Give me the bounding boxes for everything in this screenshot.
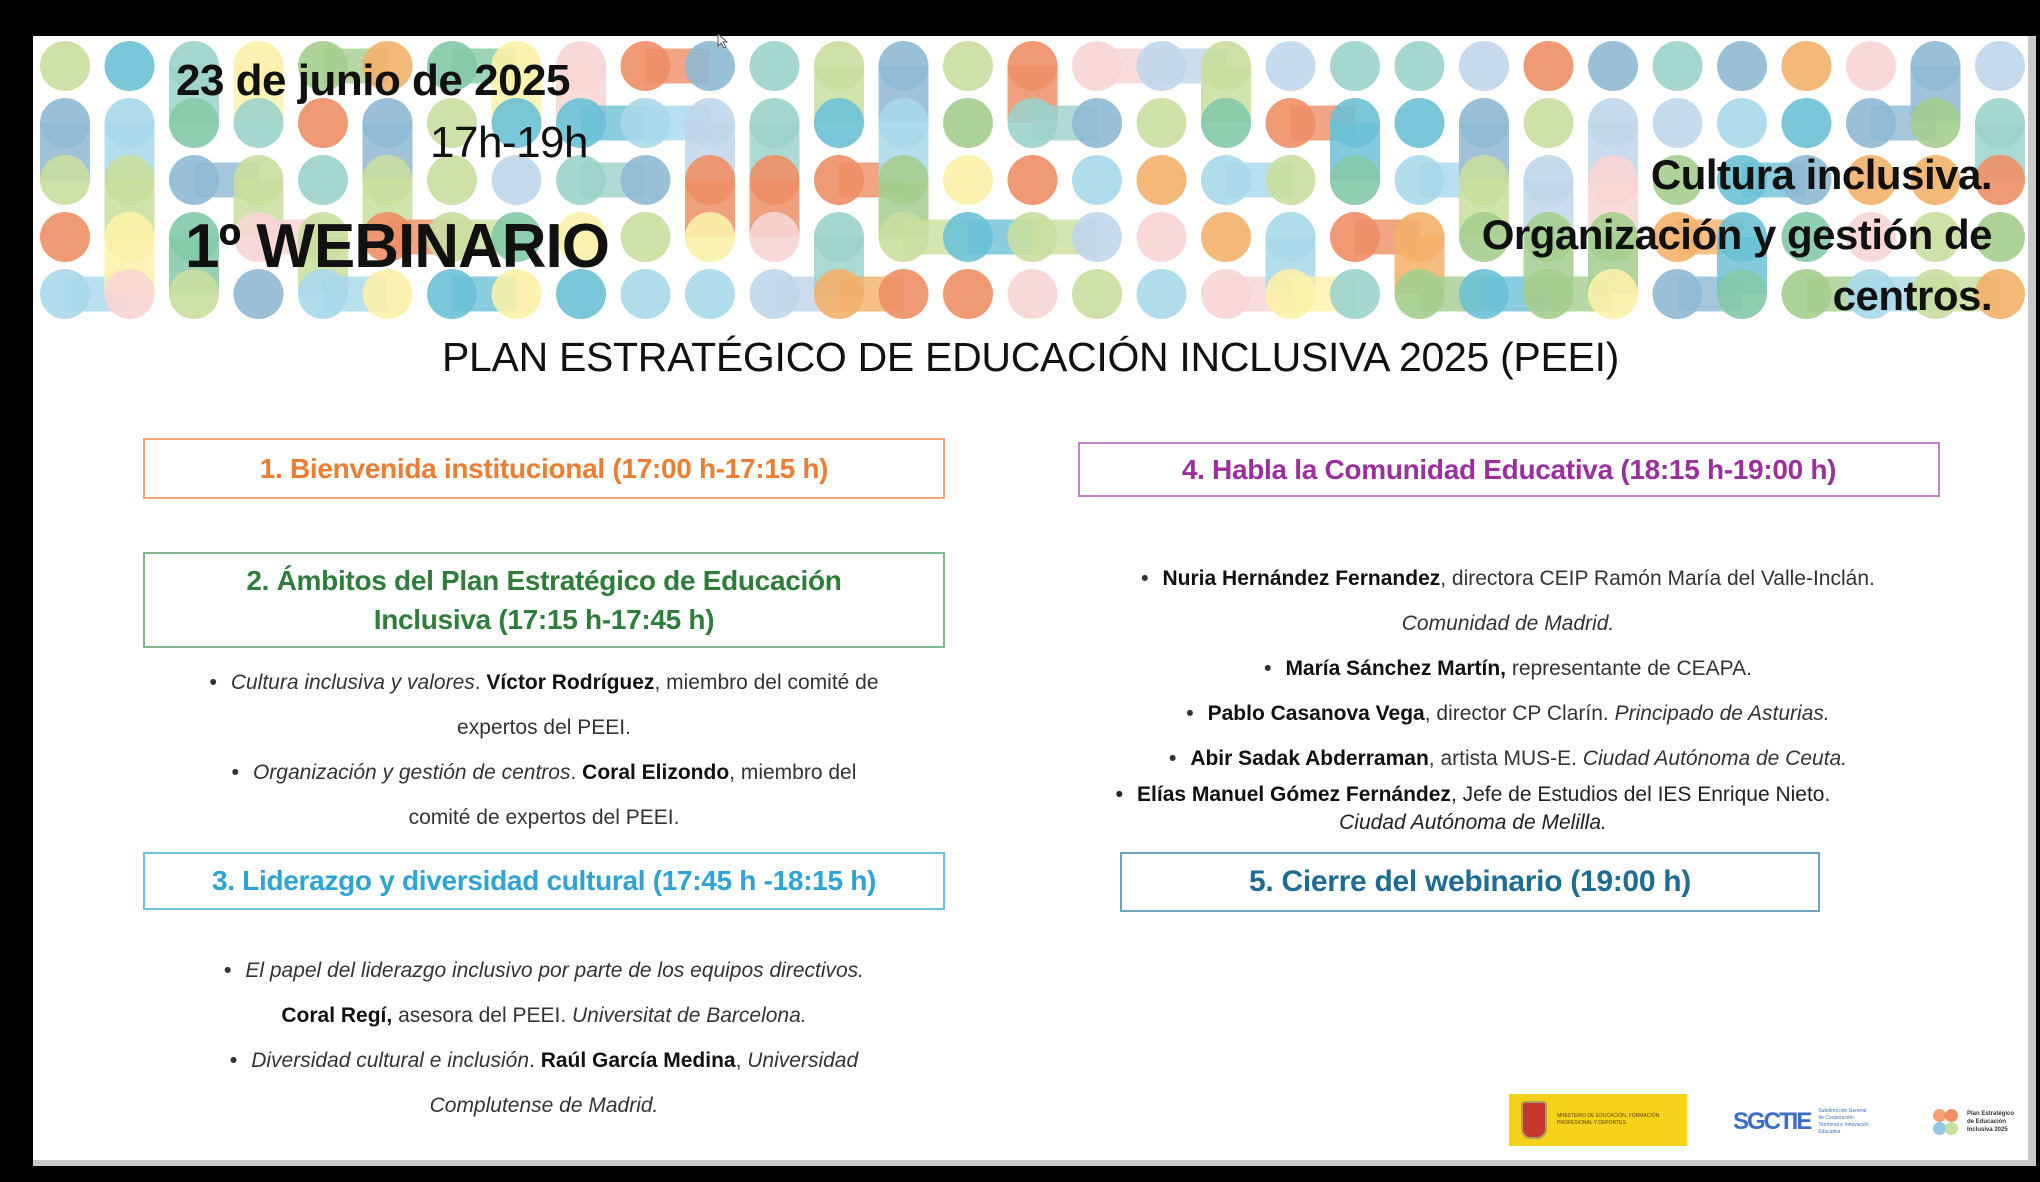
bullet-icon: • (223, 959, 232, 982)
list-item: • Pablo Casanova Vega, director CP Clarín. Principado de Asturias. (1186, 702, 1830, 725)
page-title: PLAN ESTRATÉGICO DE EDUCACIÓN INCLUSIVA 2025 (PEEI) (441, 334, 1620, 380)
topic-line: Organización y gestión de (1481, 211, 1992, 258)
list-item: • Organización y gestión de centros. Coral Elizondo, miembro del (231, 761, 857, 784)
list-item: • El papel del liderazgo inclusivo por parte de los equipos directivos. (223, 959, 865, 982)
ministry-logo: MINISTERIO DE EDUCACIÓN, FORMACIÓN PROFESIONAL Y DEPORTES (1509, 1094, 1687, 1146)
section-3-list (143, 948, 945, 1128)
webinar-label: 1º WEBINARIO (185, 212, 609, 281)
section-label: 5. Cierre del webinario (19:00 h) (1249, 865, 1691, 898)
topic-line: centros. (1832, 272, 1992, 319)
section-4-list (993, 556, 2023, 837)
list-item-cont: expertos del PEEI. (457, 716, 631, 739)
list-item-cont: Ciudad Autónoma de Melilla. (1339, 811, 1607, 834)
section-4-header (1078, 442, 1940, 497)
section-label: 3. Liderazgo y diversidad cultural (17:45 h -18:15 h) (211, 865, 877, 896)
sgctie-logo: SGCTIE Subdirección General de Cooperación Territorial e Innovación Educativa (1733, 1108, 1869, 1135)
bullet-icon: • (229, 1049, 238, 1072)
section-label: 4. Habla la Comunidad Educativa (18:15 h-19:00 h) (1181, 453, 1837, 485)
peei-dots-icon (1933, 1107, 1963, 1137)
section-label: 2. Ámbitos del Plan Estratégico de Educación (246, 565, 842, 596)
bullet-icon: • (209, 671, 217, 694)
list-item: • Nuria Hernández Fernandez, directora CEIP Ramón María del Valle-Inclán. (1141, 567, 1875, 590)
bullet-icon: • (1168, 747, 1177, 770)
section-5-header (1120, 852, 1820, 912)
event-time: 17h-19h (430, 118, 588, 167)
event-date: 23 de junio de 2025 (176, 56, 570, 105)
list-item-cont: Comunidad de Madrid. (1401, 612, 1615, 635)
bullet-icon: • (231, 761, 239, 784)
peei-logo: Plan Estratégico de Educación Inclusiva 2025 (1933, 1094, 2028, 1150)
slide-edge (2028, 36, 2036, 1166)
slide-edge (33, 1160, 2036, 1166)
list-item-cont: comité de expertos del PEEI. (408, 806, 680, 829)
slide (33, 36, 2028, 1160)
bullet-icon: • (1115, 783, 1124, 806)
list-item: • Diversidad cultural e inclusión. Raúl García Medina, Universidad (229, 1049, 859, 1072)
list-item: • Elías Manuel Gómez Fernández, Jefe de Estudios del IES Enrique Nieto. (1115, 783, 1831, 806)
mouse-cursor-icon (716, 34, 732, 48)
bullet-icon: • (1141, 567, 1149, 590)
section-label: 1. Bienvenida institucional (17:00 h-17:15 h) (259, 452, 829, 484)
topic-line: Cultura inclusiva. (1650, 151, 1992, 198)
section-3-header (143, 852, 945, 910)
banner (33, 36, 2028, 336)
section-1-header (143, 438, 945, 499)
list-item: • María Sánchez Martín, representante de CEAPA. (1264, 657, 1752, 680)
bullet-icon: • (1186, 702, 1194, 725)
section-2-header (143, 552, 945, 648)
list-item-cont: Complutense de Madrid. (429, 1094, 659, 1117)
section-label: Inclusiva (17:15 h-17:45 h) (373, 604, 715, 635)
list-item: • Abir Sadak Abderraman, artista MUS-E. Ciudad Autónoma de Ceuta. (1168, 747, 1848, 770)
section-2-list (143, 660, 945, 840)
list-item: • Cultura inclusiva y valores. Víctor Rodríguez, miembro del comité de (209, 671, 879, 694)
coat-of-arms-icon (1521, 1101, 1547, 1139)
list-item-cont: Coral Regí, asesora del PEEI. Universitat de Barcelona. (281, 1004, 807, 1027)
bullet-icon: • (1264, 657, 1272, 680)
